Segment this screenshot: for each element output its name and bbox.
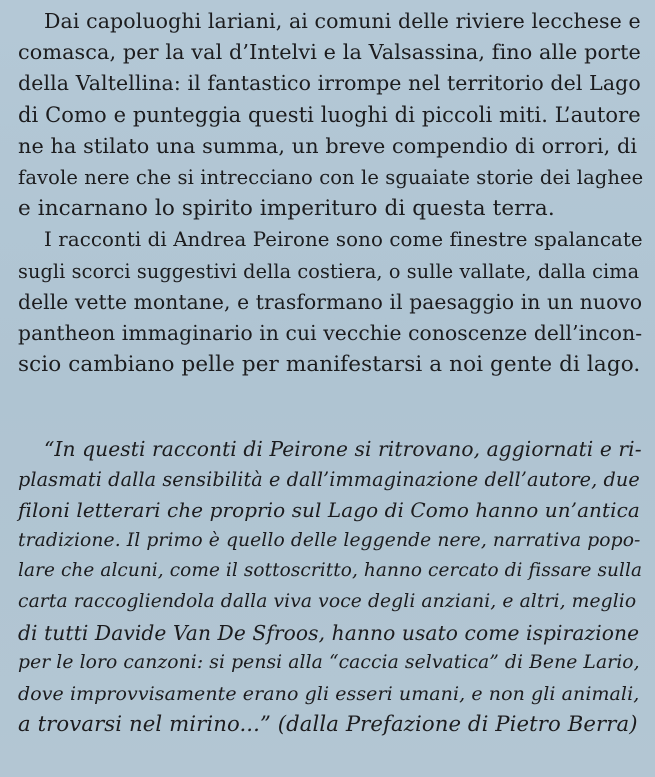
text-line: Dai capoluoghi lariani, ai comuni delle riviere lecchese e: [44, 9, 641, 33]
quote-line: dove improvvisamente erano gli esseri umani, e non gli animali,: [18, 682, 640, 705]
text-line: e incarnano lo spirito imperituro di questa terra.: [18, 196, 555, 222]
quote-line: di tutti Davide Van De Sfroos, hanno usato come ispirazione: [18, 620, 640, 645]
text-line: delle vette montane, e trasformano il paesaggio in un nuovo: [18, 289, 643, 314]
quote-line: per le loro canzoni: si pensi alla “caccia selvatica” di Bene Lario,: [18, 652, 640, 674]
text-line: della Valtellina: il fantastico irrompe nel territorio del Lago: [18, 71, 641, 96]
synopsis-text: [18, 6, 643, 380]
quote-line: “In questi racconti di Peirone si ritrovano, aggiornati e ri-: [44, 437, 642, 461]
preface-quote: [18, 434, 643, 740]
text-line: scio cambiano pelle per manifestarsi a noi gente di lago.: [18, 352, 641, 378]
text-line: favole nere che si intrecciano con le sguaiate storie dei laghee: [18, 166, 644, 190]
quote-line: plasmati dalla sensibilità e dall’immaginazione dell’autore, due: [18, 467, 640, 491]
text-line: I racconti di Andrea Peirone sono come finestre spalancate: [44, 228, 643, 252]
quote-line: tradizione. Il primo è quello delle leggende nere, narrativa popo-: [18, 529, 641, 551]
quote-line: a trovarsi nel mirino...” (dalla Prefazione di Pietro Berra): [18, 711, 638, 737]
quote-line: lare che alcuni, come il sottoscritto, hanno cercato di fissare sulla: [18, 560, 643, 582]
text-line: pantheon immaginario in cui vecchie conoscenze dell’incon-: [18, 321, 643, 346]
quote-line: filoni letterari che proprio sul Lago di Como hanno un’antica: [18, 498, 640, 523]
paragraph-1: [18, 6, 643, 224]
text-line: sugli scorci suggestivi della costiera, o sulle vallate, dalla cima: [18, 259, 640, 283]
paragraph-2: [18, 224, 643, 380]
text-line: ne ha stilato una summa, un breve compendio di orrori, di: [18, 133, 638, 158]
text-line: di Como e punteggia questi luoghi di piccoli miti. L’autore: [18, 102, 641, 127]
quote-line: carta raccogliendola dalla viva voce degli anziani, e altri, meglio: [18, 590, 637, 612]
text-line: comasca, per la val d’Intelvi e la Valsassina, fino alle porte: [18, 40, 641, 65]
